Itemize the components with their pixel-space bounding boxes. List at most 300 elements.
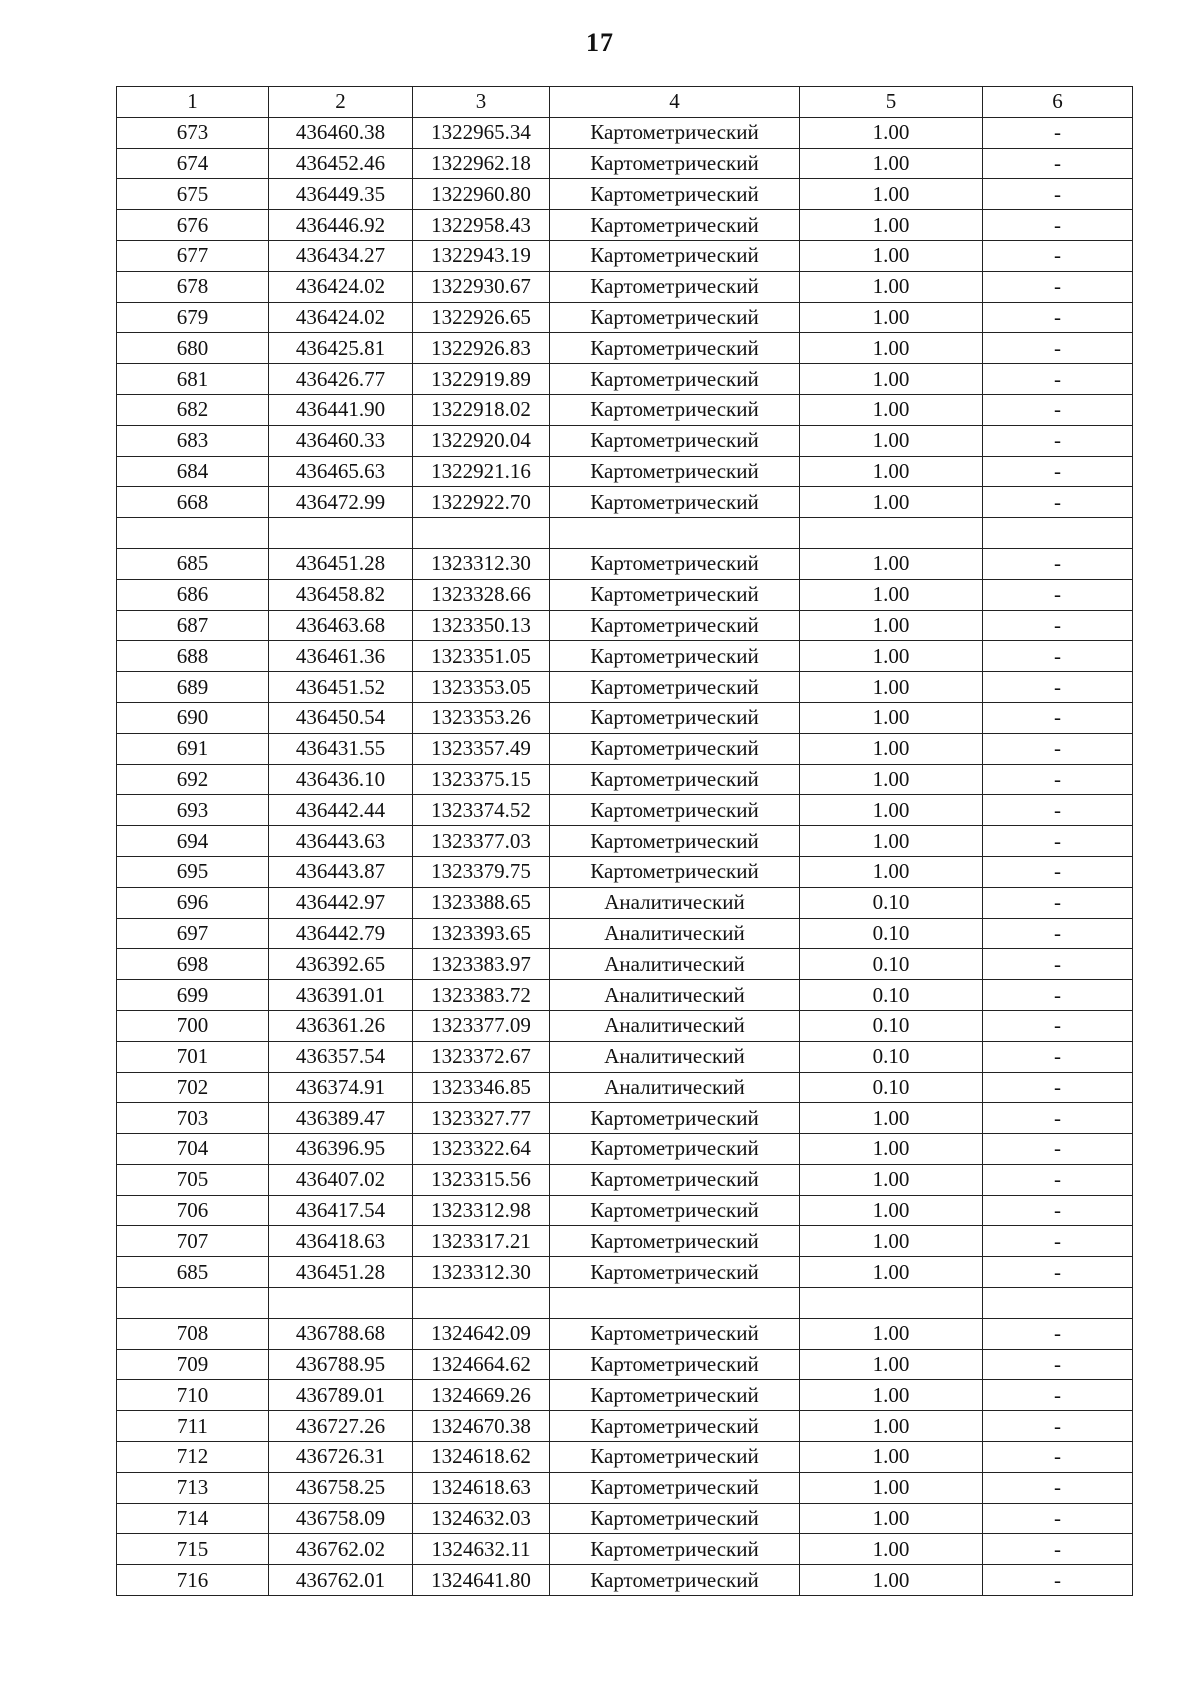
method-cell: Картометрический (550, 1164, 800, 1195)
y-coordinate-cell: 1323388.65 (413, 887, 550, 918)
method-cell: Картометрический (550, 456, 800, 487)
y-coordinate-cell: 1323374.52 (413, 795, 550, 826)
x-coordinate-cell: 436425.81 (269, 333, 413, 364)
x-coordinate-cell: 436418.63 (269, 1226, 413, 1257)
point-number-cell: 679 (117, 302, 269, 333)
x-coordinate-cell (269, 1288, 413, 1319)
method-cell: Картометрический (550, 1472, 800, 1503)
point-number-cell: 712 (117, 1442, 269, 1473)
point-number-cell: 691 (117, 733, 269, 764)
method-cell: Аналитический (550, 1041, 800, 1072)
table-row (117, 1195, 1133, 1226)
y-coordinate-cell: 1323383.72 (413, 980, 550, 1011)
method-cell: Картометрический (550, 210, 800, 241)
accuracy-cell: 1.00 (800, 672, 983, 703)
point-number-cell: 690 (117, 702, 269, 733)
note-cell: - (983, 364, 1133, 395)
point-number-cell: 673 (117, 117, 269, 148)
y-coordinate-cell: 1322962.18 (413, 148, 550, 179)
note-cell: - (983, 1134, 1133, 1165)
note-cell: - (983, 179, 1133, 210)
accuracy-cell: 1.00 (800, 333, 983, 364)
accuracy-cell: 1.00 (800, 394, 983, 425)
note-cell: - (983, 456, 1133, 487)
note-cell (983, 1288, 1133, 1319)
x-coordinate-cell: 436461.36 (269, 641, 413, 672)
x-coordinate-cell: 436426.77 (269, 364, 413, 395)
method-cell: Картометрический (550, 117, 800, 148)
x-coordinate-cell: 436762.01 (269, 1565, 413, 1596)
y-coordinate-cell: 1322926.83 (413, 333, 550, 364)
table-row (117, 333, 1133, 364)
note-cell: - (983, 394, 1133, 425)
x-coordinate-cell: 436442.79 (269, 918, 413, 949)
table-row (117, 179, 1133, 210)
x-coordinate-cell: 436789.01 (269, 1380, 413, 1411)
point-number-cell: 685 (117, 1257, 269, 1288)
note-cell: - (983, 1380, 1133, 1411)
method-cell: Картометрический (550, 333, 800, 364)
note-cell: - (983, 1257, 1133, 1288)
x-coordinate-cell: 436424.02 (269, 271, 413, 302)
note-cell: - (983, 1503, 1133, 1534)
y-coordinate-cell: 1323383.97 (413, 949, 550, 980)
y-coordinate-cell: 1322921.16 (413, 456, 550, 487)
coordinates-table (116, 86, 1133, 1596)
y-coordinate-cell: 1324670.38 (413, 1411, 550, 1442)
method-cell: Аналитический (550, 887, 800, 918)
x-coordinate-cell: 436391.01 (269, 980, 413, 1011)
accuracy-cell: 1.00 (800, 1195, 983, 1226)
accuracy-cell: 1.00 (800, 148, 983, 179)
accuracy-cell: 1.00 (800, 1442, 983, 1473)
table-row (117, 394, 1133, 425)
note-cell: - (983, 610, 1133, 641)
x-coordinate-cell: 436458.82 (269, 579, 413, 610)
table-row (117, 1380, 1133, 1411)
note-cell: - (983, 271, 1133, 302)
accuracy-cell: 1.00 (800, 210, 983, 241)
point-number-cell: 693 (117, 795, 269, 826)
table-row (117, 210, 1133, 241)
method-cell: Картометрический (550, 425, 800, 456)
y-coordinate-cell: 1323375.15 (413, 764, 550, 795)
x-coordinate-cell: 436446.92 (269, 210, 413, 241)
table-row (117, 1442, 1133, 1473)
point-number-cell: 675 (117, 179, 269, 210)
x-coordinate-cell: 436465.63 (269, 456, 413, 487)
note-cell: - (983, 1195, 1133, 1226)
method-cell: Картометрический (550, 856, 800, 887)
y-coordinate-cell: 1324669.26 (413, 1380, 550, 1411)
x-coordinate-cell: 436417.54 (269, 1195, 413, 1226)
y-coordinate-cell: 1324641.80 (413, 1565, 550, 1596)
y-coordinate-cell: 1324618.63 (413, 1472, 550, 1503)
x-coordinate-cell: 436436.10 (269, 764, 413, 795)
note-cell: - (983, 1041, 1133, 1072)
method-cell: Картометрический (550, 1318, 800, 1349)
accuracy-cell: 1.00 (800, 302, 983, 333)
x-coordinate-cell: 436450.54 (269, 702, 413, 733)
point-number-cell: 677 (117, 240, 269, 271)
note-cell: - (983, 856, 1133, 887)
method-cell: Картометрический (550, 302, 800, 333)
note-cell: - (983, 1010, 1133, 1041)
y-coordinate-cell: 1322965.34 (413, 117, 550, 148)
note-cell: - (983, 1565, 1133, 1596)
point-number-cell: 686 (117, 579, 269, 610)
point-number-cell: 676 (117, 210, 269, 241)
method-cell: Картометрический (550, 764, 800, 795)
point-number-cell: 704 (117, 1134, 269, 1165)
table-row (117, 1041, 1133, 1072)
note-cell: - (983, 1072, 1133, 1103)
x-coordinate-cell: 436758.09 (269, 1503, 413, 1534)
y-coordinate-cell: 1322922.70 (413, 487, 550, 518)
table-row (117, 1257, 1133, 1288)
accuracy-cell: 1.00 (800, 179, 983, 210)
accuracy-cell: 1.00 (800, 1318, 983, 1349)
accuracy-cell: 1.00 (800, 1472, 983, 1503)
point-number-cell: 689 (117, 672, 269, 703)
x-coordinate-cell: 436452.46 (269, 148, 413, 179)
point-number-cell: 700 (117, 1010, 269, 1041)
method-cell: Картометрический (550, 364, 800, 395)
method-cell: Картометрический (550, 1349, 800, 1380)
table-row (117, 271, 1133, 302)
note-cell: - (983, 1103, 1133, 1134)
accuracy-cell: 1.00 (800, 1380, 983, 1411)
column-header: 1 (117, 87, 269, 118)
point-number-cell: 680 (117, 333, 269, 364)
y-coordinate-cell: 1323350.13 (413, 610, 550, 641)
note-cell: - (983, 1349, 1133, 1380)
y-coordinate-cell: 1324642.09 (413, 1318, 550, 1349)
x-coordinate-cell: 436442.97 (269, 887, 413, 918)
y-coordinate-cell: 1322918.02 (413, 394, 550, 425)
table-row (117, 918, 1133, 949)
x-coordinate-cell: 436431.55 (269, 733, 413, 764)
note-cell: - (983, 918, 1133, 949)
point-number-cell: 715 (117, 1534, 269, 1565)
x-coordinate-cell: 436374.91 (269, 1072, 413, 1103)
point-number-cell: 703 (117, 1103, 269, 1134)
point-number-cell: 694 (117, 826, 269, 857)
method-cell: Картометрический (550, 1134, 800, 1165)
y-coordinate-cell: 1324632.11 (413, 1534, 550, 1565)
note-cell: - (983, 548, 1133, 579)
method-cell: Картометрический (550, 1257, 800, 1288)
y-coordinate-cell: 1322960.80 (413, 179, 550, 210)
point-number-cell: 710 (117, 1380, 269, 1411)
method-cell: Картометрический (550, 1534, 800, 1565)
x-coordinate-cell: 436762.02 (269, 1534, 413, 1565)
x-coordinate-cell: 436392.65 (269, 949, 413, 980)
method-cell: Картометрический (550, 1380, 800, 1411)
y-coordinate-cell: 1323315.56 (413, 1164, 550, 1195)
accuracy-cell: 1.00 (800, 1534, 983, 1565)
accuracy-cell: 1.00 (800, 856, 983, 887)
point-number-cell: 688 (117, 641, 269, 672)
method-cell: Картометрический (550, 548, 800, 579)
accuracy-cell: 1.00 (800, 487, 983, 518)
point-number-cell: 697 (117, 918, 269, 949)
y-coordinate-cell: 1323393.65 (413, 918, 550, 949)
point-number-cell: 685 (117, 548, 269, 579)
method-cell: Аналитический (550, 1072, 800, 1103)
table-row (117, 487, 1133, 518)
note-cell: - (983, 302, 1133, 333)
method-cell: Аналитический (550, 949, 800, 980)
table-row (117, 826, 1133, 857)
accuracy-cell: 1.00 (800, 364, 983, 395)
accuracy-cell: 0.10 (800, 918, 983, 949)
point-number-cell (117, 518, 269, 549)
point-number-cell: 674 (117, 148, 269, 179)
table-row (117, 240, 1133, 271)
note-cell: - (983, 333, 1133, 364)
method-cell: Картометрический (550, 1411, 800, 1442)
point-number-cell: 681 (117, 364, 269, 395)
method-cell: Картометрический (550, 672, 800, 703)
note-cell: - (983, 949, 1133, 980)
accuracy-cell: 1.00 (800, 1565, 983, 1596)
method-cell: Картометрический (550, 148, 800, 179)
point-number-cell: 702 (117, 1072, 269, 1103)
point-number-cell: 684 (117, 456, 269, 487)
accuracy-cell: 1.00 (800, 1257, 983, 1288)
point-number-cell: 678 (117, 271, 269, 302)
table-row (117, 1288, 1133, 1319)
point-number-cell: 708 (117, 1318, 269, 1349)
y-coordinate-cell: 1323327.77 (413, 1103, 550, 1134)
x-coordinate-cell: 436451.52 (269, 672, 413, 703)
accuracy-cell: 1.00 (800, 1503, 983, 1534)
accuracy-cell (800, 1288, 983, 1319)
note-cell: - (983, 148, 1133, 179)
method-cell: Картометрический (550, 1503, 800, 1534)
point-number-cell: 682 (117, 394, 269, 425)
y-coordinate-cell: 1323357.49 (413, 733, 550, 764)
method-cell: Картометрический (550, 1442, 800, 1473)
table-row (117, 764, 1133, 795)
x-coordinate-cell: 436449.35 (269, 179, 413, 210)
y-coordinate-cell: 1323351.05 (413, 641, 550, 672)
method-cell: Аналитический (550, 918, 800, 949)
table-row (117, 856, 1133, 887)
accuracy-cell: 1.00 (800, 456, 983, 487)
note-cell: - (983, 1534, 1133, 1565)
table-row (117, 117, 1133, 148)
point-number-cell: 705 (117, 1164, 269, 1195)
x-coordinate-cell: 436727.26 (269, 1411, 413, 1442)
note-cell: - (983, 1472, 1133, 1503)
note-cell: - (983, 117, 1133, 148)
note-cell: - (983, 672, 1133, 703)
point-number-cell: 696 (117, 887, 269, 918)
x-coordinate-cell (269, 518, 413, 549)
accuracy-cell: 1.00 (800, 425, 983, 456)
table-row (117, 1226, 1133, 1257)
y-coordinate-cell: 1324664.62 (413, 1349, 550, 1380)
point-number-cell: 707 (117, 1226, 269, 1257)
point-number-cell: 699 (117, 980, 269, 1011)
table-row (117, 1534, 1133, 1565)
method-cell: Картометрический (550, 795, 800, 826)
note-cell: - (983, 210, 1133, 241)
accuracy-cell: 1.00 (800, 1103, 983, 1134)
x-coordinate-cell: 436463.68 (269, 610, 413, 641)
accuracy-cell: 1.00 (800, 1226, 983, 1257)
x-coordinate-cell: 436788.95 (269, 1349, 413, 1380)
accuracy-cell: 1.00 (800, 117, 983, 148)
point-number-cell: 687 (117, 610, 269, 641)
note-cell: - (983, 1442, 1133, 1473)
table-row (117, 1103, 1133, 1134)
y-coordinate-cell: 1323317.21 (413, 1226, 550, 1257)
y-coordinate-cell: 1323353.26 (413, 702, 550, 733)
y-coordinate-cell: 1324632.03 (413, 1503, 550, 1534)
table-row (117, 425, 1133, 456)
note-cell: - (983, 702, 1133, 733)
x-coordinate-cell: 436396.95 (269, 1134, 413, 1165)
accuracy-cell: 0.10 (800, 1072, 983, 1103)
y-coordinate-cell: 1323312.30 (413, 1257, 550, 1288)
method-cell: Картометрический (550, 1103, 800, 1134)
y-coordinate-cell: 1323379.75 (413, 856, 550, 887)
accuracy-cell: 1.00 (800, 1134, 983, 1165)
y-coordinate-cell: 1323312.98 (413, 1195, 550, 1226)
table-row (117, 887, 1133, 918)
method-cell: Картометрический (550, 610, 800, 641)
column-header: 4 (550, 87, 800, 118)
table-row (117, 672, 1133, 703)
x-coordinate-cell: 436389.47 (269, 1103, 413, 1134)
y-coordinate-cell: 1323312.30 (413, 548, 550, 579)
x-coordinate-cell: 436460.33 (269, 425, 413, 456)
table-row (117, 518, 1133, 549)
accuracy-cell (800, 518, 983, 549)
note-cell: - (983, 579, 1133, 610)
table-row (117, 980, 1133, 1011)
note-cell: - (983, 826, 1133, 857)
accuracy-cell: 1.00 (800, 1164, 983, 1195)
y-coordinate-cell: 1323377.03 (413, 826, 550, 857)
method-cell: Картометрический (550, 271, 800, 302)
point-number-cell (117, 1288, 269, 1319)
y-coordinate-cell: 1324618.62 (413, 1442, 550, 1473)
accuracy-cell: 1.00 (800, 795, 983, 826)
accuracy-cell: 1.00 (800, 548, 983, 579)
point-number-cell: 713 (117, 1472, 269, 1503)
accuracy-cell: 0.10 (800, 980, 983, 1011)
x-coordinate-cell: 436451.28 (269, 548, 413, 579)
table-row (117, 364, 1133, 395)
method-cell: Картометрический (550, 702, 800, 733)
point-number-cell: 706 (117, 1195, 269, 1226)
accuracy-cell: 1.00 (800, 240, 983, 271)
table-row (117, 1318, 1133, 1349)
y-coordinate-cell: 1322930.67 (413, 271, 550, 302)
note-cell: - (983, 887, 1133, 918)
table-header (117, 87, 1133, 118)
table-row (117, 733, 1133, 764)
x-coordinate-cell: 436442.44 (269, 795, 413, 826)
method-cell: Картометрический (550, 487, 800, 518)
x-coordinate-cell: 436424.02 (269, 302, 413, 333)
note-cell: - (983, 764, 1133, 795)
accuracy-cell: 1.00 (800, 641, 983, 672)
y-coordinate-cell: 1323353.05 (413, 672, 550, 703)
table-row (117, 579, 1133, 610)
table-row (117, 548, 1133, 579)
table-row (117, 1164, 1133, 1195)
accuracy-cell: 1.00 (800, 579, 983, 610)
note-cell: - (983, 240, 1133, 271)
note-cell: - (983, 425, 1133, 456)
table-row (117, 949, 1133, 980)
x-coordinate-cell: 436726.31 (269, 1442, 413, 1473)
table-body (117, 117, 1133, 1595)
point-number-cell: 668 (117, 487, 269, 518)
y-coordinate-cell: 1322958.43 (413, 210, 550, 241)
accuracy-cell: 1.00 (800, 271, 983, 302)
table-row (117, 1072, 1133, 1103)
table-row (117, 1565, 1133, 1596)
y-coordinate-cell: 1322919.89 (413, 364, 550, 395)
table-row (117, 702, 1133, 733)
x-coordinate-cell: 436434.27 (269, 240, 413, 271)
column-header: 5 (800, 87, 983, 118)
column-header: 6 (983, 87, 1133, 118)
note-cell: - (983, 1318, 1133, 1349)
x-coordinate-cell: 436472.99 (269, 487, 413, 518)
accuracy-cell: 1.00 (800, 1349, 983, 1380)
column-header: 3 (413, 87, 550, 118)
table-row (117, 1472, 1133, 1503)
table-row (117, 641, 1133, 672)
note-cell: - (983, 795, 1133, 826)
accuracy-cell: 1.00 (800, 1411, 983, 1442)
table-row (117, 1134, 1133, 1165)
note-cell: - (983, 1226, 1133, 1257)
note-cell: - (983, 1411, 1133, 1442)
point-number-cell: 701 (117, 1041, 269, 1072)
table-row (117, 1503, 1133, 1534)
point-number-cell: 714 (117, 1503, 269, 1534)
y-coordinate-cell: 1323322.64 (413, 1134, 550, 1165)
table-row (117, 456, 1133, 487)
accuracy-cell: 0.10 (800, 1041, 983, 1072)
y-coordinate-cell: 1323346.85 (413, 1072, 550, 1103)
point-number-cell: 709 (117, 1349, 269, 1380)
x-coordinate-cell: 436407.02 (269, 1164, 413, 1195)
method-cell: Картометрический (550, 394, 800, 425)
note-cell: - (983, 733, 1133, 764)
accuracy-cell: 0.10 (800, 887, 983, 918)
x-coordinate-cell: 436460.38 (269, 117, 413, 148)
accuracy-cell: 0.10 (800, 949, 983, 980)
y-coordinate-cell: 1322926.65 (413, 302, 550, 333)
point-number-cell: 711 (117, 1411, 269, 1442)
x-coordinate-cell: 436443.87 (269, 856, 413, 887)
table-row (117, 795, 1133, 826)
point-number-cell: 683 (117, 425, 269, 456)
accuracy-cell: 1.00 (800, 764, 983, 795)
accuracy-cell: 1.00 (800, 733, 983, 764)
method-cell: Картометрический (550, 1226, 800, 1257)
note-cell: - (983, 1164, 1133, 1195)
